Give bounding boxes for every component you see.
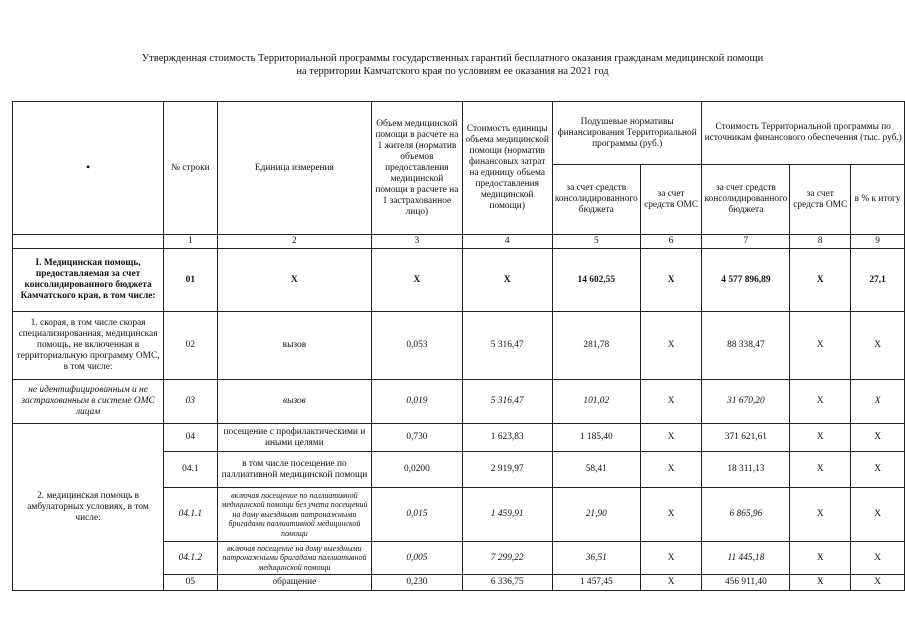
row-program-oms: X [790, 424, 851, 452]
row-volume: 0,053 [372, 312, 462, 380]
row-volume: 0,230 [372, 575, 462, 591]
row-program-oms: X [790, 380, 851, 424]
col-number: 2 [217, 235, 372, 249]
row-no: 03 [164, 380, 217, 424]
row-unit: вызов [217, 380, 372, 424]
row-cost: X [462, 249, 552, 312]
row-program-budget: 18 311,13 [702, 452, 790, 488]
table-row [13, 312, 905, 380]
row-cost: 2 919,97 [462, 452, 552, 488]
header-program-budget: за счет средств консолидированного бюджета [702, 165, 790, 235]
row-no: 02 [164, 312, 217, 380]
row-program-pct: X [851, 312, 905, 380]
table-row [13, 424, 905, 452]
row-program-budget: 31 670,20 [702, 380, 790, 424]
row-program-oms: X [790, 488, 851, 542]
header-label-cell [13, 102, 164, 235]
col-number-blank [13, 235, 164, 249]
title-line-1: Утвержденная стоимость Территориальной программы государственных гарантий бесплатного оказания гражданам медицинской помощи [141, 53, 764, 64]
row-per-capita-budget: 1 457,45 [552, 575, 640, 591]
row-program-oms: X [790, 575, 851, 591]
header-program-cost: Стоимость Территориальной программы по источникам финансового обеспечения (тыс. руб.) [702, 102, 905, 165]
row-program-budget: 11 445,18 [702, 542, 790, 575]
row-per-capita-oms: X [640, 380, 702, 424]
row-program-oms: X [790, 249, 851, 312]
header-per-capita: Подушевые нормативы финансирования Территориальной программы (руб.) [552, 102, 702, 165]
row-per-capita-oms: X [640, 488, 702, 542]
header-per-capita-budget: за счет средств консолидированного бюджета [552, 165, 640, 235]
row-no: 05 [164, 575, 217, 591]
row-label: 1. скорая, в том числе скорая специализированная, медицинская помощь, не включенная в территориальную программу ОМС, в том числе: [13, 312, 164, 380]
header-program-pct: в % к итогу [851, 165, 905, 235]
row-program-pct: X [851, 488, 905, 542]
col-number: 7 [702, 235, 790, 249]
col-number: 4 [462, 235, 552, 249]
row-program-oms: X [790, 452, 851, 488]
col-number: 3 [372, 235, 462, 249]
col-number: 5 [552, 235, 640, 249]
row-per-capita-budget: 21,90 [552, 488, 640, 542]
row-per-capita-budget: 1 185,40 [552, 424, 640, 452]
row-program-pct: X [851, 424, 905, 452]
row-per-capita-oms: X [640, 424, 702, 452]
col-number: 6 [640, 235, 702, 249]
row-no: 04.1.1 [164, 488, 217, 542]
row-volume: 0,015 [372, 488, 462, 542]
header-row-no: № строки [164, 102, 217, 235]
row-cost: 1 459,91 [462, 488, 552, 542]
row-per-capita-oms: X [640, 542, 702, 575]
row-program-pct: 27,1 [851, 249, 905, 312]
row-program-oms: X [790, 542, 851, 575]
row-no: 01 [164, 249, 217, 312]
row-per-capita-oms: X [640, 452, 702, 488]
header-cost: Стоимость единицы объема медицинской помощи (норматив финансовых затрат на единицу объема предоставления медицинской помощи) [462, 102, 552, 235]
row-program-oms: X [790, 312, 851, 380]
row-no: 04.1.2 [164, 542, 217, 575]
row-unit: включая посещение по паллиативной медицинской помощи без учета посещений на дому выездными патронажными бригадами паллиативной медицинской помощи [217, 488, 372, 542]
row-volume: 0,0200 [372, 452, 462, 488]
row-program-budget: 4 577 896,89 [702, 249, 790, 312]
header-volume: Объем медицинской помощи в расчете на 1 жителя (норматив объемов предоставления медицинской помощи в расчете на 1 застрахованное лицо) [372, 102, 462, 235]
row-per-capita-oms: X [640, 575, 702, 591]
row-label: 2. медицинская помощь в амбулаторных условиях, в том числе: [13, 424, 164, 591]
row-no: 04 [164, 424, 217, 452]
table-row [13, 249, 905, 312]
col-number: 9 [851, 235, 905, 249]
row-volume: 0,005 [372, 542, 462, 575]
row-per-capita-budget: 281,78 [552, 312, 640, 380]
program-cost-table [12, 101, 905, 591]
row-program-pct: X [851, 380, 905, 424]
title-line-2: на территории Камчатского края по условиям ее оказания на 2021 год [296, 66, 609, 77]
col-number: 1 [164, 235, 217, 249]
row-per-capita-budget: 14 602,55 [552, 249, 640, 312]
row-volume: X [372, 249, 462, 312]
row-unit: X [217, 249, 372, 312]
header-unit: Единица измерения [217, 102, 372, 235]
row-program-pct: X [851, 452, 905, 488]
row-per-capita-oms: X [640, 249, 702, 312]
row-volume: 0,730 [372, 424, 462, 452]
row-unit: в том числе посещение по паллиативной медицинской помощи [217, 452, 372, 488]
header-per-capita-oms: за счет средств ОМС [640, 165, 702, 235]
row-program-pct: X [851, 575, 905, 591]
row-cost: 5 316,47 [462, 312, 552, 380]
document-title [0, 52, 905, 78]
row-program-budget: 88 338,47 [702, 312, 790, 380]
row-unit: обращение [217, 575, 372, 591]
row-unit: посещение с профилактическими и иными целями [217, 424, 372, 452]
col-number: 8 [790, 235, 851, 249]
row-per-capita-budget: 36,51 [552, 542, 640, 575]
row-label: не идентифицированным и не застрахованным в системе ОМС лицам [13, 380, 164, 424]
row-per-capita-budget: 101,02 [552, 380, 640, 424]
row-volume: 0,019 [372, 380, 462, 424]
row-unit: вызов [217, 312, 372, 380]
row-program-pct: X [851, 542, 905, 575]
row-program-budget: 371 621,61 [702, 424, 790, 452]
row-per-capita-budget: 58,41 [552, 452, 640, 488]
row-cost: 5 316,47 [462, 380, 552, 424]
row-program-budget: 456 911,40 [702, 575, 790, 591]
row-cost: 1 623,83 [462, 424, 552, 452]
row-unit: включая посещение на дому выездными патронажными бригадами паллиативной медицинской помощи [217, 542, 372, 575]
row-per-capita-oms: X [640, 312, 702, 380]
row-no: 04.1 [164, 452, 217, 488]
row-cost: 6 336,75 [462, 575, 552, 591]
table-row [13, 380, 905, 424]
row-label: I. Медицинская помощь, предоставляемая за счет консолидированного бюджета Камчатского края, в том числе: [13, 249, 164, 312]
header-program-oms: за счет средств ОМС [790, 165, 851, 235]
bullet-mark: • [85, 159, 91, 174]
row-cost: 7 299,22 [462, 542, 552, 575]
row-program-budget: 6 865,96 [702, 488, 790, 542]
